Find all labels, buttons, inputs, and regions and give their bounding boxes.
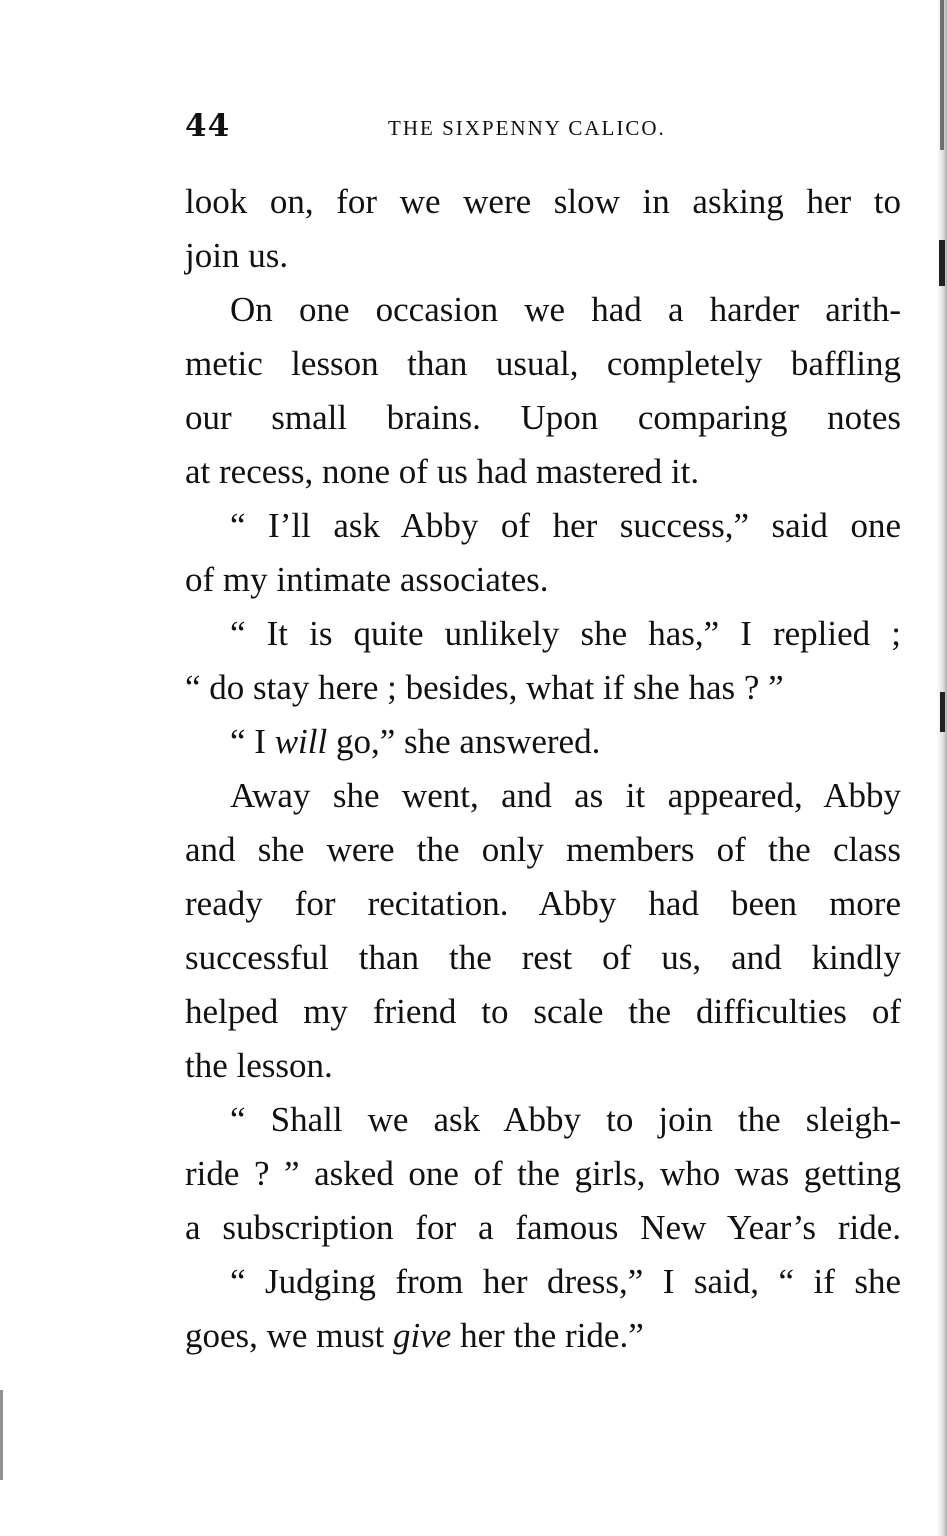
page-header [185, 108, 901, 150]
body-text [185, 175, 901, 1363]
text-line: and she were the only members of the class [185, 830, 901, 869]
text-run: her the ride.” [451, 1316, 644, 1355]
scan-mark [940, 692, 945, 732]
text-line: of my intimate associates. [185, 560, 549, 599]
scan-mark [0, 1390, 3, 1480]
text-line: Away she went, and as it appeared, Abby [230, 776, 901, 815]
text-line: “ Shall we ask Abby to join the sleigh- [230, 1100, 901, 1139]
text-line: look on, for we were slow in asking her to [185, 182, 901, 221]
page-number: 44 [185, 108, 231, 144]
text-line: a subscription for a famous New Year’s ride. [185, 1208, 901, 1247]
italic-run: will [274, 722, 328, 761]
text-line: successful than the rest of us, and kindly [185, 938, 901, 977]
scan-mark [939, 240, 945, 286]
text-line: at recess, none of us had mastered it. [185, 452, 700, 491]
text-line: “ do stay here ; besides, what if she has ? ” [185, 668, 784, 707]
running-title: THE SIXPENNY CALICO. [388, 116, 666, 140]
text-line: “ Judging from her dress,” I said, “ if she [230, 1262, 901, 1301]
page-edge-shadow [937, 0, 947, 1536]
text-line: “ I’ll ask Abby of her success,” said one [230, 506, 901, 545]
text-line: “ It is quite unlikely she has,” I replied ; [230, 614, 901, 653]
text-line: join us. [185, 236, 289, 275]
scan-mark [940, 0, 944, 150]
text-run: go,” she answered. [327, 722, 601, 761]
text-line: our small brains. Upon comparing notes [185, 398, 901, 437]
text-line [185, 715, 901, 769]
text-line: ride ? ” asked one of the girls, who was getting [185, 1154, 901, 1193]
text-run: “ I [230, 722, 275, 761]
text-line: metic lesson than usual, completely baffling [185, 344, 901, 383]
text-line: ready for recitation. Abby had been more [185, 884, 901, 923]
text-run: goes, we must [185, 1316, 394, 1355]
text-line: helped my friend to scale the difficulties of [185, 992, 901, 1031]
text-line: the lesson. [185, 1046, 333, 1085]
text-line [185, 1309, 901, 1363]
italic-run: give [393, 1316, 452, 1355]
text-line: On one occasion we had a harder arith- [230, 290, 901, 329]
